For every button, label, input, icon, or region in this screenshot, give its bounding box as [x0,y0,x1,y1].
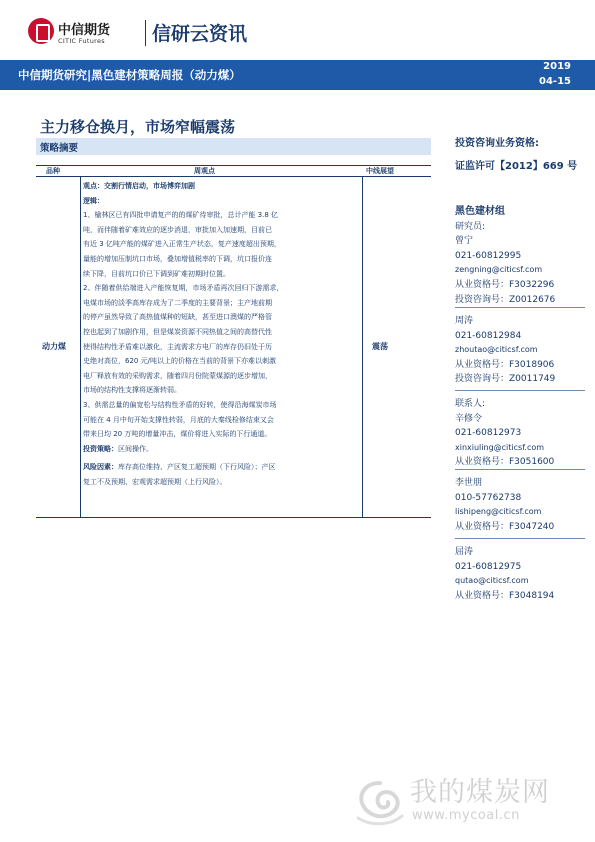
outlook-cell: 震荡 [372,342,388,351]
license-block [455,160,585,175]
contact-label: 联系人: [455,399,486,409]
person-name: 周涛 [455,316,474,326]
report-date: 04-15 [539,76,571,87]
sidebar-divider [455,469,585,470]
category-cell: 动力煤 [42,342,66,351]
brand-title: 信研云资讯 [152,23,248,45]
header-category: 品种 [46,167,60,175]
researcher-label: 研究员: [455,221,486,232]
person-email[interactable]: zhoutao@citicsf.com [455,345,538,355]
text-line: 市场的结构性支撑将逐渐转弱。 [83,386,181,395]
qualification-block [455,137,585,152]
watermark-url: www.mycoal.cn [412,808,520,823]
person-email[interactable]: xinxiuling@citicsf.com [455,442,545,452]
text-line: 电厂释放有效的采购需求，随着四月份院蒙煤源的逐步增加， [83,371,272,380]
person-advisory: 投资咨询号：Z0011749 [455,374,556,385]
view-line: 观点：交割行情启动，市场博弈加剧 [83,182,195,190]
license-number: 证监许可【2012】669 号 [455,161,578,172]
text-line: 2、伴随着供给端进入产能恢复期，市场矛盾再次回归下游需求， [83,284,284,293]
contact-block [455,545,585,603]
citic-logo-icon [28,18,54,44]
text-line: 电煤市场的淡季高库存成为了二季度的主要背景；主产地前期 [83,298,272,307]
strategy-label: 投资策略： [83,444,118,453]
person-email[interactable]: lishipeng@citicsf.com [455,507,542,517]
text-line: 吨，而伴随着矿难效应的逐步消退，审批加入加速期，目前已 [83,225,272,234]
report-year: 2019 [543,61,571,72]
text-line: 续下降，目前坑口价已下调到矿难初期时位置。 [83,269,230,278]
banner-title: 中信期货研究|黑色建材策略周报（动力煤） [18,68,241,82]
group-name: 黑色建材组 [455,206,505,217]
text-line: 有近 3 亿吨产能的煤矿进入正常生产状态，复产速度超出预期， [83,240,281,249]
person-phone: 010-57762738 [455,492,522,503]
watermark-title: 我的煤炭网 [410,777,550,808]
person-name: 曾宁 [455,236,474,247]
text-line: 的停产虽然导致了高热值煤种的短缺，甚至进口澳煤的严格管 [83,313,272,322]
researcher-block [455,314,585,387]
risk-value: 库存高位维持、产区复工超预期（下行风险）；产区 [118,463,276,472]
person-cert: 从业资格号：F3018906 [455,359,555,370]
person-cert: 从业资格号：F3048194 [455,590,555,601]
person-name: 李世朋 [455,478,483,488]
text-line: 可能在 4 月中旬开始支撑性转弱，月底的大秦线检修结束又会 [83,415,274,424]
contact-block [455,397,585,470]
text-line: 史绝对高位，620 元/吨以上的价格在当前的背景下亦难以刺激 [83,357,276,366]
header-outlook: 中线展望 [366,167,394,175]
person-cert: 从业资格号：F3051600 [455,457,555,468]
logic-label: 逻辑： [83,196,104,205]
section-title: 策略摘要 [40,143,79,154]
text-line: 带来日均 20 万吨的增量冲击，煤价将进入实际的下行通道。 [83,430,272,439]
table-header-row [36,165,431,177]
section-header [36,138,431,155]
contact-block [455,476,585,534]
text-line: 复工不及预期、宏观需求超预期（上行风险）。 [83,477,227,486]
risk-line [83,460,363,475]
person-name: 辛修令 [455,413,483,424]
person-phone: 021-60812984 [455,330,522,341]
report-banner [0,60,595,90]
weekly-view-cell [83,179,363,489]
sidebar-divider [455,307,585,308]
person-phone: 021-60812975 [455,561,522,572]
person-cert: 从业资格号：F3032296 [455,279,555,290]
text-line: 1、榆林区已有四批申请复产的的煤矿待审批，总计产能 3.8 亿 [83,211,279,220]
person-name: 屈涛 [455,547,474,557]
researcher-block [455,205,585,307]
strategy-line [83,442,363,457]
person-phone: 021-60812973 [455,428,522,439]
logo-divider [145,20,146,46]
logo-english-name: CITIC Futures [58,37,105,45]
logo-chinese-name: 中信期货 [58,23,111,38]
person-advisory: 投资咨询号：Z0012676 [455,294,556,305]
risk-label: 风险因素： [83,463,118,472]
report-headline: 主力移仓换月，市场窄幅震荡 [40,118,236,136]
text-line: 3、供需总量的偏宽松与结构性矛盾的好转，使得沿海煤炭市场 [83,400,277,409]
person-email[interactable]: qutao@citicsf.com [455,576,529,586]
company-logo [28,18,258,52]
watermark [350,770,590,830]
person-cert: 从业资格号：F3047240 [455,521,555,532]
text-line: 使得结构性矛盾难以激化，主流需求方电厂的库存仍旧处于历 [83,342,272,351]
person-email[interactable]: zengning@citicsf.com [455,265,543,275]
qualification-label: 投资咨询业务资格: [455,138,539,149]
column-divider [80,177,81,517]
text-line: 控也起到了加剧作用，但是煤炭资源不同热值之间的高替代性 [83,327,272,336]
header-weekly-view: 周观点 [194,167,215,175]
person-phone: 021-60812995 [455,250,522,261]
strategy-value: 区间操作。 [118,444,153,453]
sidebar-divider [455,390,585,391]
strategy-table [36,165,431,518]
text-line: 量能的增加压制坑口市场，叠加增值税率的下调，坑口报价连 [83,254,272,263]
swirl-logo-icon [350,778,410,828]
sidebar-divider [455,538,585,539]
